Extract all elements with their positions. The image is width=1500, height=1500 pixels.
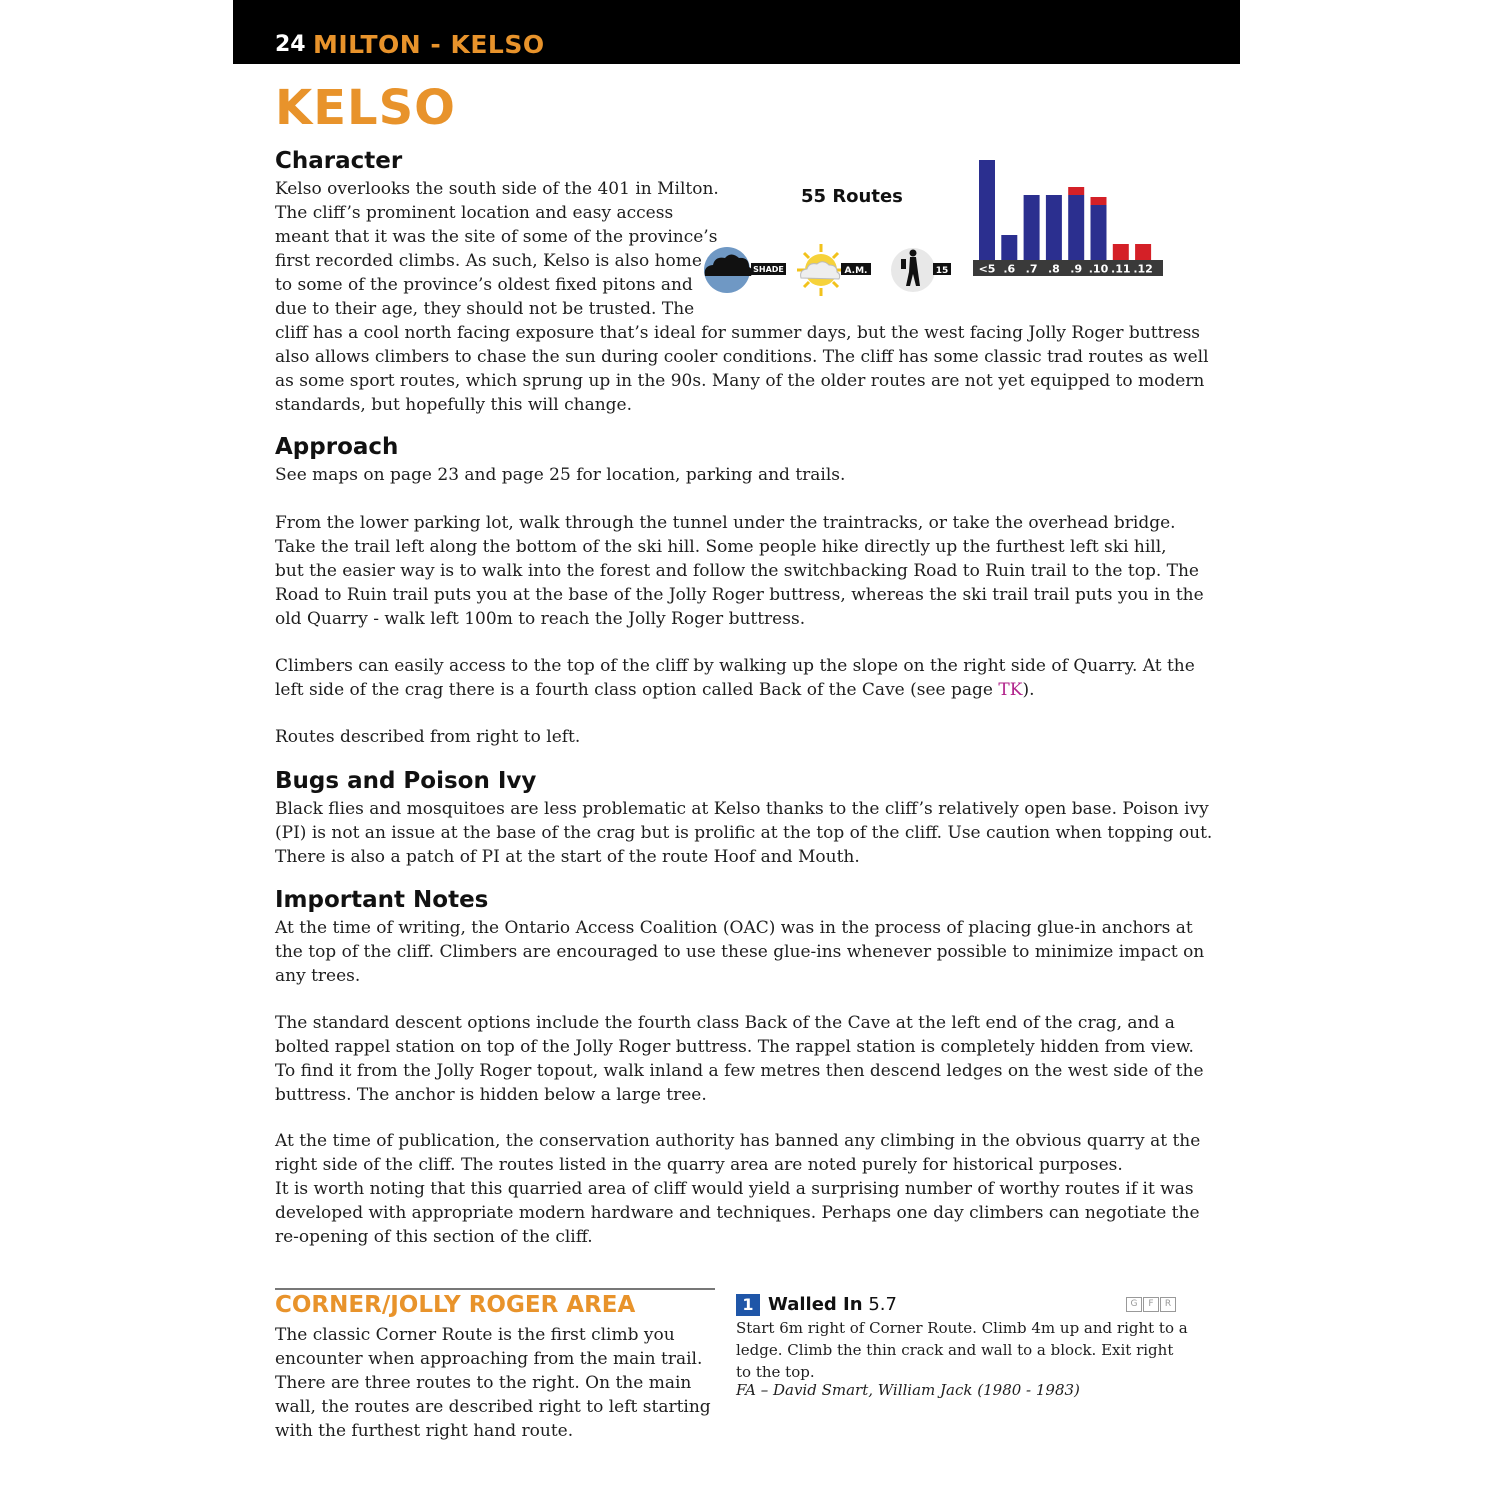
notes-heading: Important Notes	[275, 887, 489, 913]
notes-line: right side of the cliff. The routes listed in the quarry area are noted purely for historical purposes.	[275, 1155, 1123, 1175]
page-reference-link[interactable]: TK	[998, 680, 1023, 700]
area-text	[275, 1323, 711, 1443]
approach-line: Routes described from right to left.	[275, 727, 581, 747]
tick-label: .7	[1025, 262, 1038, 276]
notes-line: The standard descent options include the fourth class Back of the Cave at the left end of the crag, and a	[275, 1013, 1175, 1033]
shade-icon	[704, 247, 786, 293]
page-header	[233, 0, 1240, 64]
bar-trad	[1024, 195, 1040, 260]
approach-line: but the easier way is to walk into the forest and follow the switchbacking Road to Ruin trail to the top. The	[275, 561, 1199, 581]
bar-sport	[1113, 244, 1129, 260]
bugs-line: There is also a patch of PI at the start of the route Hoof and Mouth.	[275, 847, 860, 867]
notes-line: re-opening of this section of the cliff.	[275, 1227, 593, 1247]
approach-text-1	[275, 463, 845, 487]
route-desc-line: Start 6m right of Corner Route. Climb 4m up and right to a	[736, 1319, 1188, 1337]
character-line: first recorded climbs. As such, Kelso is also home	[275, 251, 702, 271]
bar-trad	[1068, 195, 1084, 260]
character-line: Kelso overlooks the south side of the 401 in Milton.	[275, 179, 719, 199]
notes-text-3	[275, 1129, 1200, 1249]
bugs-heading: Bugs and Poison Ivy	[275, 768, 537, 794]
tick-label: .12	[1133, 262, 1153, 276]
bar-trad	[1001, 235, 1017, 260]
routes-count: 55 Routes	[801, 186, 903, 207]
bar-trad	[979, 160, 995, 260]
route-desc-line: ledge. Climb the thin crack and wall to a block. Exit right	[736, 1341, 1174, 1359]
hiker-icon	[891, 248, 951, 292]
bugs-line: (PI) is not an issue at the base of the crag but is prolific at the top of the cliff. Use caution when topping out.	[275, 823, 1213, 843]
route-desc-line: to the top.	[736, 1363, 815, 1381]
notes-line: It is worth noting that this quarried area of cliff would yield a surprising number of worthy routes if it was	[275, 1179, 1194, 1199]
tick-label: .8	[1047, 262, 1060, 276]
conditions-icons	[701, 242, 981, 298]
approach-line	[275, 678, 1195, 702]
character-line: as some sport routes, which sprung up in the 90s. Many of the older routes are not yet equipped to modern	[275, 371, 1205, 391]
bar-sport	[1135, 244, 1151, 260]
notes-text-2	[275, 1011, 1204, 1107]
sun-am-icon	[797, 244, 871, 296]
notes-line: bolted rappel station on top of the Jolly Roger buttress. The rappel station is completely hidden from view.	[275, 1037, 1194, 1057]
approach-text-4	[275, 725, 580, 749]
first-ascent: FA – David Smart, William Jack (1980 - 1983)	[736, 1381, 1080, 1399]
route-number-badge: 1	[736, 1294, 760, 1316]
area-line: There are three routes to the right. On the main	[275, 1373, 692, 1393]
notes-line: the top of the cliff. Climbers are encouraged to use these glue-ins whenever possible to minimize impact on	[275, 942, 1205, 962]
guidebook-page	[233, 0, 1240, 1500]
bar-sport	[1068, 187, 1084, 195]
character-line: The cliff’s prominent location and easy access	[275, 203, 674, 223]
approach-line: Road to Ruin trail puts you at the base of the Jolly Roger buttress, whereas the ski trail trail puts you in the	[275, 585, 1204, 605]
walk-minutes: 15	[935, 266, 949, 276]
area-title: CORNER/JOLLY ROGER AREA	[275, 1292, 636, 1318]
approach-line-part: ).	[1022, 680, 1035, 700]
approach-line: old Quarry - walk left 100m to reach the Jolly Roger buttress.	[275, 609, 806, 629]
area-line: wall, the routes are described right to left starting	[275, 1397, 711, 1417]
route-rating-boxes	[1126, 1297, 1176, 1312]
notes-line: developed with appropriate modern hardware and techniques. Perhaps one day climbers can negotiate the	[275, 1203, 1200, 1223]
bar-sport	[1091, 197, 1107, 205]
sun-label: A.M.	[844, 266, 868, 276]
page-number: 24	[275, 32, 306, 57]
character-line: meant that it was the site of some of the province’s	[275, 227, 718, 247]
tick-label: .11	[1111, 262, 1131, 276]
character-line: cliff has a cool north facing exposure that’s ideal for summer days, but the west facing Jolly Roger buttress	[275, 323, 1201, 343]
rating-box: F	[1143, 1297, 1159, 1312]
character-line: to some of the province’s oldest fixed pitons and	[275, 275, 693, 295]
notes-text-1	[275, 916, 1204, 988]
rating-box: G	[1126, 1297, 1142, 1312]
route-title	[768, 1294, 897, 1315]
rating-box: R	[1160, 1297, 1176, 1312]
bar-trad	[1046, 195, 1062, 260]
bar-trad	[1091, 205, 1107, 260]
character-line: also allows climbers to chase the sun during cooler conditions. The cliff has some classic trad routes as well	[275, 347, 1209, 367]
notes-line: At the time of publication, the conservation authority has banned any climbing in the obvious quarry at the	[275, 1131, 1201, 1151]
grade-chart	[973, 150, 1173, 280]
character-line: standards, but hopefully this will change.	[275, 395, 633, 415]
tick-label: <5	[978, 262, 996, 276]
header-title: MILTON - KELSO	[313, 30, 545, 59]
approach-line: Take the trail left along the bottom of the ski hill. Some people hike directly up the furthest left ski hill,	[275, 537, 1167, 557]
notes-line: any trees.	[275, 966, 361, 986]
notes-line: To find it from the Jolly Roger topout, walk inland a few metres then descend ledges on the west side of the	[275, 1061, 1204, 1081]
approach-text-3	[275, 654, 1195, 702]
character-heading: Character	[275, 148, 403, 174]
route-grade: 5.7	[868, 1294, 897, 1315]
shade-label: SHADE	[753, 265, 784, 274]
approach-heading: Approach	[275, 434, 399, 460]
approach-line-part: left side of the crag there is a fourth class option called Back of the Cave (see page	[275, 680, 999, 700]
approach-line: Climbers can easily access to the top of the cliff by walking up the slope on the right side of Quarry. At the	[275, 656, 1195, 676]
bugs-line: Black flies and mosquitoes are less problematic at Kelso thanks to the cliff’s relatively open base. Poison ivy	[275, 799, 1209, 819]
bugs-text	[275, 797, 1212, 869]
approach-line: From the lower parking lot, walk through the tunnel under the traintracks, or take the overhead bridge.	[275, 513, 1176, 533]
area-line: encounter when approaching from the main trail.	[275, 1349, 703, 1369]
area-line: with the furthest right hand route.	[275, 1421, 574, 1441]
route-name: Walled In	[768, 1294, 863, 1315]
tick-label: .10	[1088, 262, 1109, 276]
notes-line: buttress. The anchor is hidden below a large tree.	[275, 1085, 707, 1105]
character-line: due to their age, they should not be trusted. The	[275, 299, 695, 319]
approach-line: See maps on page 23 and page 25 for location, parking and trails.	[275, 465, 846, 485]
notes-line: At the time of writing, the Ontario Access Coalition (OAC) was in the process of placing glue-in anchors at	[275, 918, 1193, 938]
tick-label: .9	[1070, 262, 1083, 276]
approach-text-2	[275, 511, 1204, 631]
route-description	[736, 1317, 1188, 1383]
tick-label: .6	[1003, 262, 1016, 276]
crag-title: KELSO	[275, 80, 456, 136]
area-divider	[275, 1288, 715, 1290]
area-line: The classic Corner Route is the first climb you	[275, 1325, 675, 1345]
